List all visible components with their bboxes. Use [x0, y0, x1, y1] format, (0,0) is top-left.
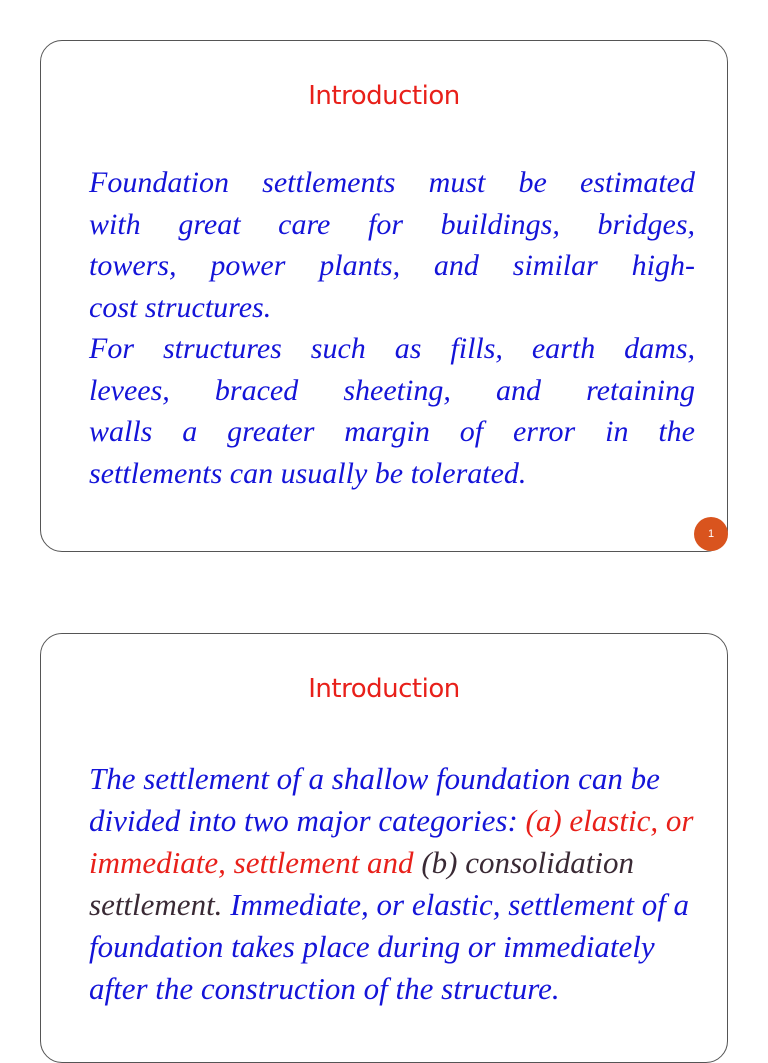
- page-number-badge: 1: [694, 517, 728, 551]
- highlight-elastic-settlement: (a) elastic, or immediate, settlement and: [89, 803, 694, 880]
- slide-body: [89, 758, 695, 1010]
- body-line: with great care for buildings, bridges,: [89, 207, 695, 241]
- body-line: For structures such as fills, earth dams,: [89, 332, 695, 365]
- slide-1: [40, 40, 728, 552]
- slide-body: [89, 162, 695, 494]
- slide-title: Introduction: [308, 81, 460, 111]
- body-line: cost structures.: [89, 290, 272, 324]
- slide-title: Introduction: [308, 674, 460, 704]
- body-line: Foundation settlements must be estimated: [89, 166, 695, 199]
- slide-2: [40, 633, 728, 1063]
- body-line: levees, braced sheeting, and retaining: [89, 373, 695, 407]
- body-line: walls a greater margin of error in the: [89, 415, 695, 448]
- body-line: towers, power plants, and similar high-: [89, 249, 695, 282]
- body-text: Immediate, or elastic, settlement of a foundation takes place during or immediately after the construction of the structure.: [89, 887, 690, 1006]
- consolidation-settlement-text: (b) consolidation settlement.: [89, 845, 634, 922]
- body-text: The settlement of a shallow foundation can be divided into two major categories:: [89, 761, 660, 838]
- body-line: settlements can usually be tolerated.: [89, 456, 527, 490]
